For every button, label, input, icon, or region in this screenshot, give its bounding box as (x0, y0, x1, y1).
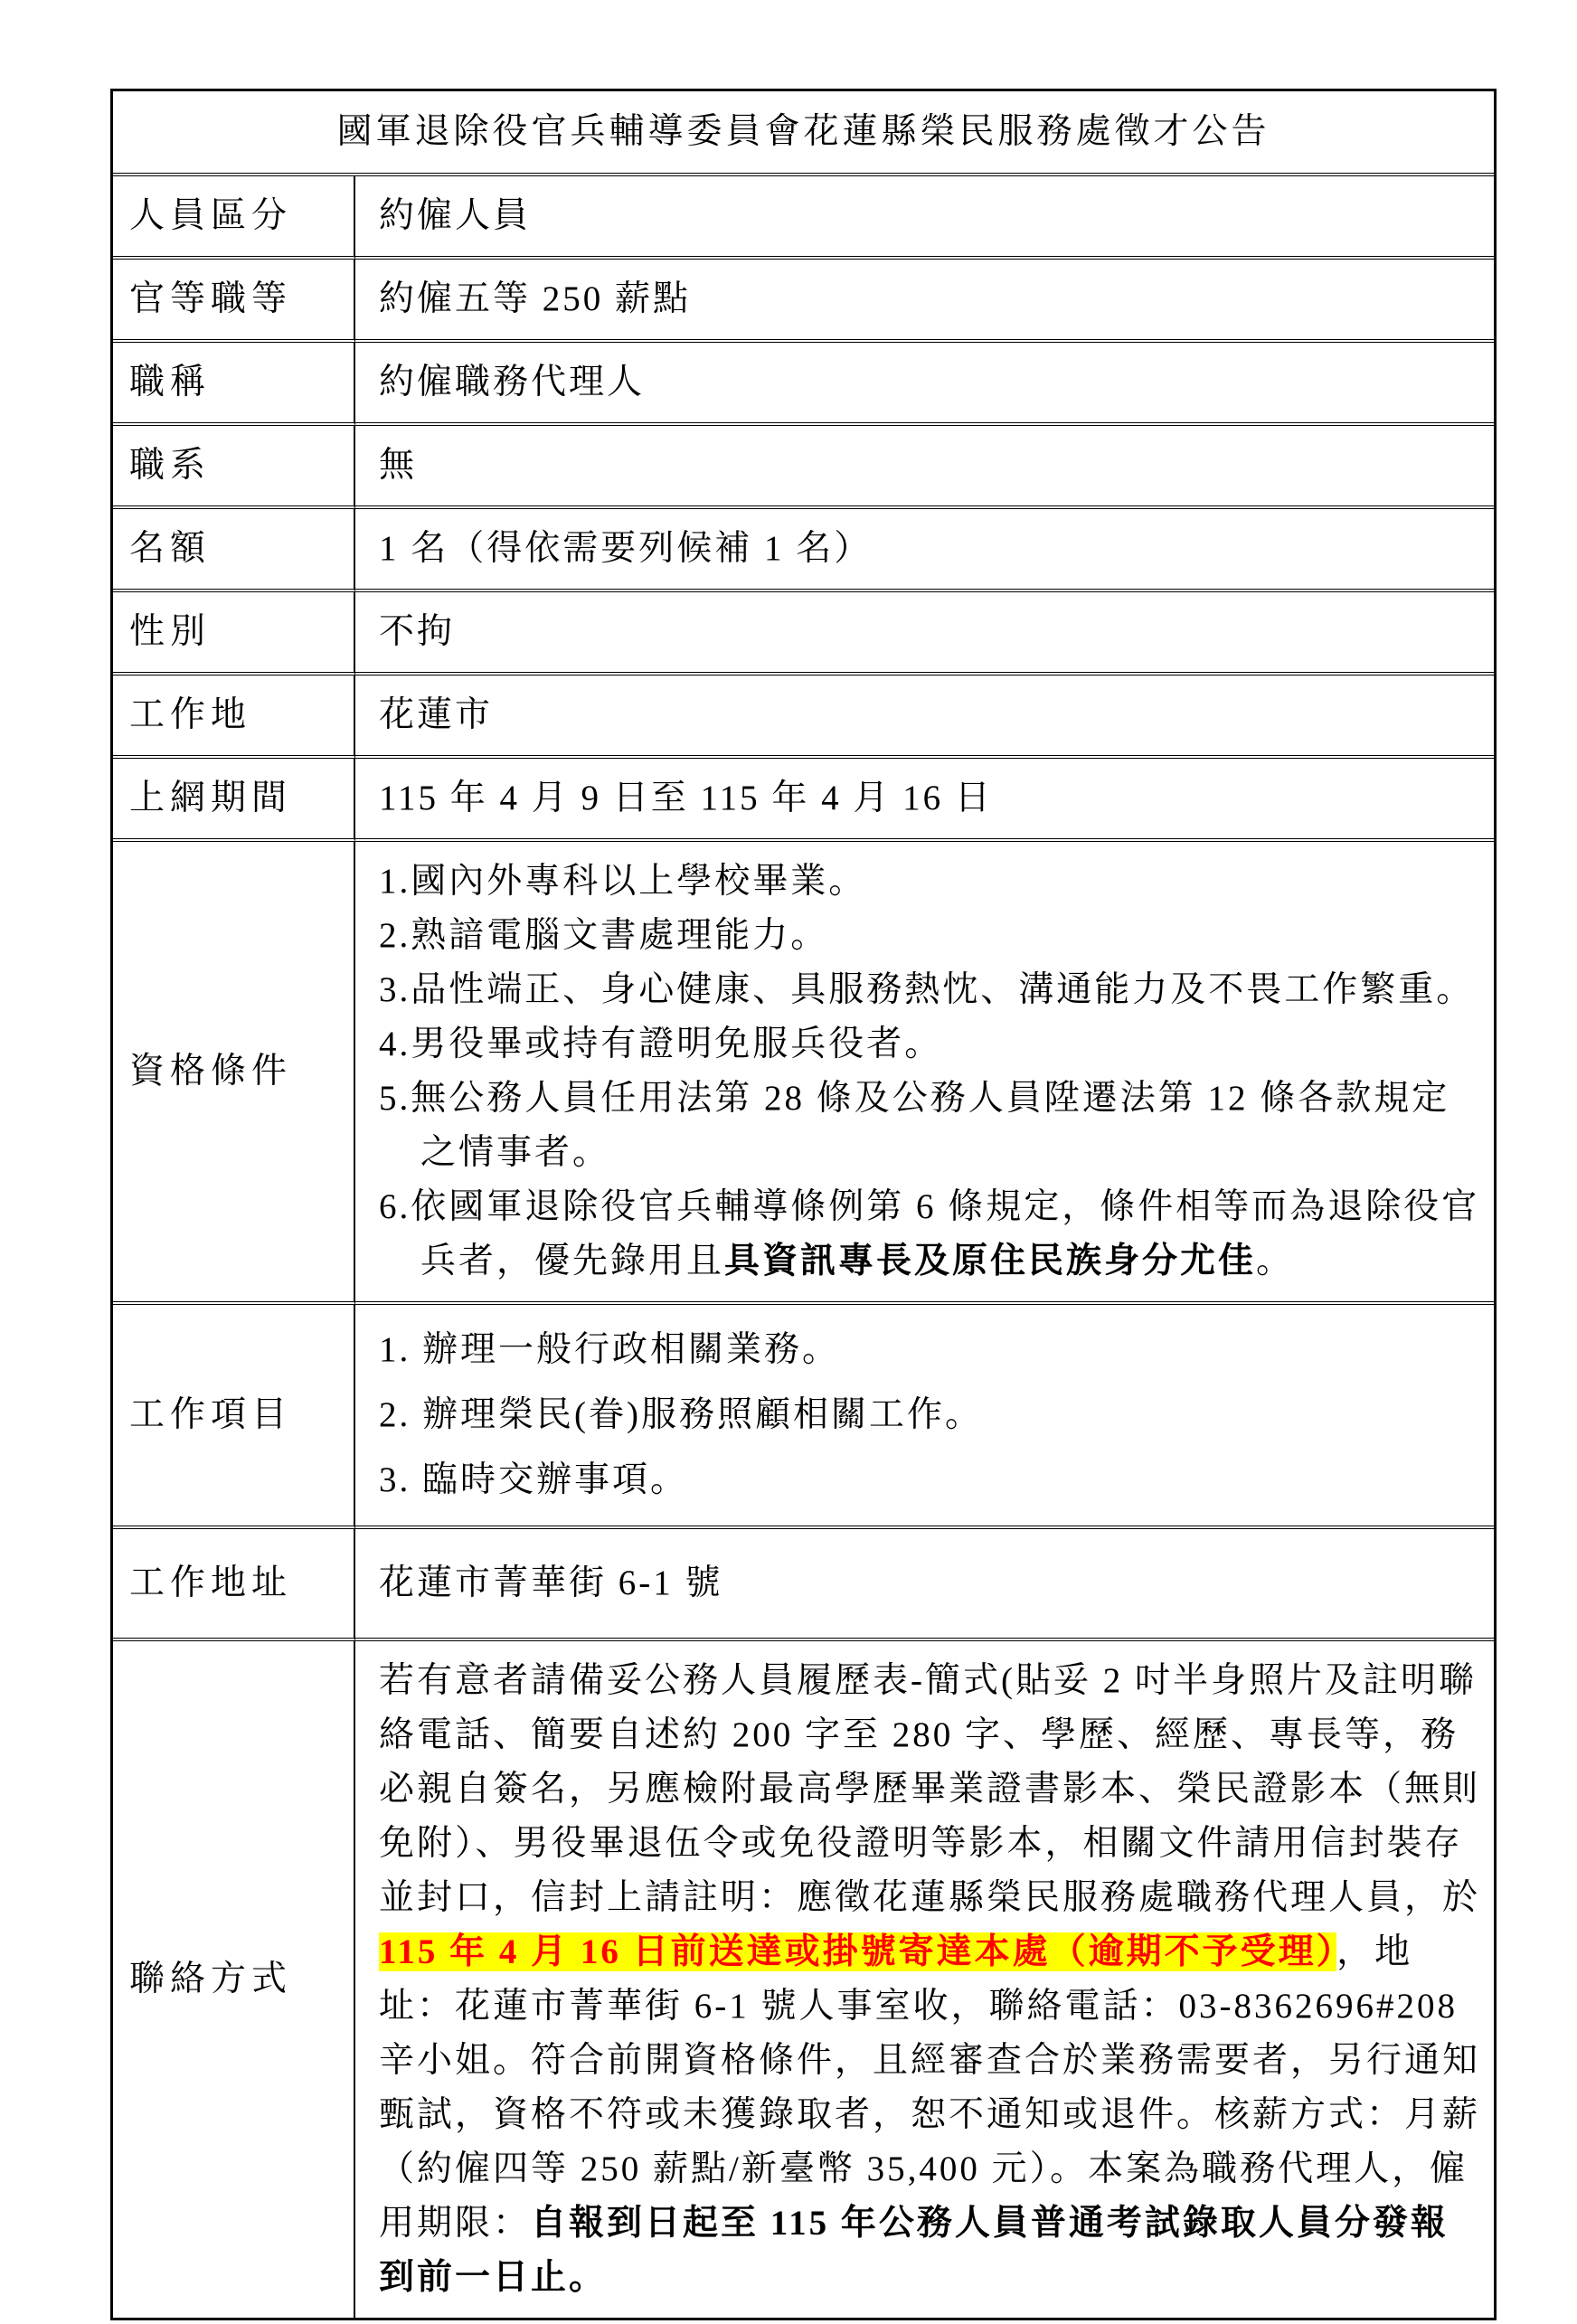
text-segment: ，地址：花蓮市菁華街 6-1 號人事室收，聯絡電話：03-8362696#208 辛小姐。符合前開資格條件，且經審查合於業務需要者，另行通知甄試，資格不符或未獲錄取者，恕不通知或退件。核薪方式：月薪（約僱四等 250 薪點/新臺幣 35,400 元）。本案為職務代理人，僱用期限： (379, 1932, 1481, 2243)
text-segment: 1.國內外專科以上學校畢業。 (379, 862, 867, 901)
row-value: 1 名（得依需要列候補 1 名） (355, 509, 1494, 592)
announcement-title: 國軍退除役官兵輔導委員會花蓮縣榮民服務處徵才公告 (113, 91, 1494, 176)
contact-cell (355, 1641, 1494, 2318)
row-value: 115 年 4 月 9 日至 115 年 4 月 16 日 (355, 759, 1494, 842)
row-label: 官等職等 (113, 260, 355, 343)
row-value: 花蓮市菁華街 6-1 號 (355, 1529, 1494, 1641)
text-segment: 5.無公務人員任用法第 28 條及公務人員陞遷法第 12 條各款規定之情事者。 (379, 1079, 1450, 1172)
row-value: 花蓮市 (355, 675, 1494, 759)
table-row-posting-period (113, 759, 1494, 842)
row-value: 約僱職務代理人 (355, 343, 1494, 426)
duty-item (379, 1318, 1481, 1383)
duty-item (379, 1383, 1481, 1448)
qualification-item (379, 1180, 1481, 1289)
table-row-job-series (113, 426, 1494, 509)
table-row-qualifications (113, 842, 1494, 1305)
qualification-item (379, 909, 1481, 963)
row-value: 約僱五等 250 薪點 (355, 260, 1494, 343)
table-row-job-title (113, 343, 1494, 426)
duties-cell (355, 1305, 1494, 1529)
table-row-contact (113, 1641, 1494, 2318)
text-segment: 2.熟諳電腦文書處理能力。 (379, 916, 829, 955)
qualification-item (379, 855, 1481, 909)
text-segment: 4.男役畢或持有證明免服兵役者。 (379, 1025, 943, 1063)
text-segment: 3. 臨時交辦事項。 (379, 1460, 689, 1499)
qualification-item (379, 1072, 1481, 1180)
text-segment: 3.品性端正、身心健康、具服務熱忱、溝通能力及不畏工作繁重。 (379, 970, 1475, 1009)
row-label: 職系 (113, 426, 355, 509)
qualification-item (379, 1017, 1481, 1072)
row-label: 工作項目 (113, 1305, 355, 1529)
duty-item (379, 1448, 1481, 1513)
text-segment: 6.依國軍退除役官兵輔導條例第 6 條規定，條件相等而為退除役官兵者，優先錄用且 (379, 1187, 1480, 1280)
row-label: 工作地 (113, 675, 355, 759)
qualifications-cell (355, 842, 1494, 1305)
job-announcement-table (110, 89, 1497, 2320)
text-segment: 若有意者請備妥公務人員履歷表-簡式(貼妥 2 吋半身照片及註明聯絡電話、簡要自述約 200 字至 280 字、學歷、經歷、專長等，務必親自簽名，另應檢附最高學歷畢業證書影本、榮民證影本（無則免附）、男役畢退伍令或免役證明等影本，相關文件請用信封裝存並封口，信封上請註明：應徵花蓮縣榮民服務處職務代理人員，於 (379, 1661, 1481, 1917)
row-label: 名額 (113, 509, 355, 592)
table-row-rank-grade (113, 260, 1494, 343)
row-label: 資格條件 (113, 842, 355, 1305)
contact-paragraph (379, 1654, 1481, 2305)
row-label: 工作地址 (113, 1529, 355, 1641)
qualification-item (379, 963, 1481, 1017)
table-row-work-address (113, 1529, 1494, 1641)
row-value: 無 (355, 426, 1494, 509)
table-row-personnel-category (113, 176, 1494, 260)
title-row (113, 91, 1494, 176)
highlight-text-segment: 115 年 4 月 16 日前送達或掛號寄達本處（逾期不予受理） (379, 1932, 1337, 1971)
text-segment: 2. 辦理榮民(眷)服務照顧相關工作。 (379, 1395, 983, 1434)
row-value: 不拘 (355, 592, 1494, 675)
table-row-gender (113, 592, 1494, 675)
bold-text-segment: 自報到日起至 115 年公務人員普通考試錄取人員分發報到前一日止。 (379, 2204, 1449, 2297)
row-label: 上網期間 (113, 759, 355, 842)
bold-text-segment: 具資訊專長及原住民族身分尤佳 (724, 1242, 1257, 1280)
row-value: 約僱人員 (355, 176, 1494, 260)
table-row-duties (113, 1305, 1494, 1529)
row-label: 人員區分 (113, 176, 355, 260)
row-label: 性別 (113, 592, 355, 675)
table-row-work-location (113, 675, 1494, 759)
text-segment: 。 (1256, 1242, 1295, 1280)
row-label: 聯絡方式 (113, 1641, 355, 2318)
row-label: 職稱 (113, 343, 355, 426)
table-row-quota (113, 509, 1494, 592)
text-segment: 1. 辦理一般行政相關業務。 (379, 1330, 841, 1369)
